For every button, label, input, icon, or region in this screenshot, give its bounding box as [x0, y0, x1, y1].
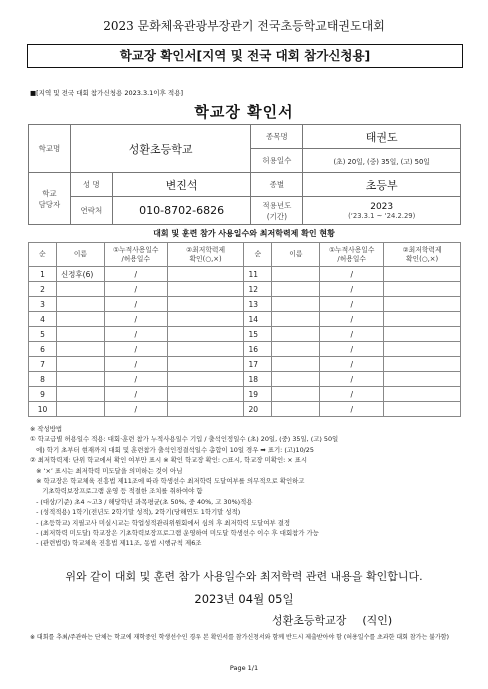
row-number: 11: [244, 267, 272, 282]
days-used-cell: /: [104, 297, 167, 312]
academic-check-cell: [167, 297, 244, 312]
row-number: 6: [29, 342, 57, 357]
instruction-line: - (초등학교) 지필고사 미실시교는 학업성적관리위원회에서 심의 후 최저학력 도달여부 결정: [30, 518, 291, 527]
academic-check-cell: [384, 297, 461, 312]
athlete-name: [272, 357, 320, 372]
row-number: 18: [244, 372, 272, 387]
days-used-cell: /: [104, 387, 167, 402]
academic-check-cell: [384, 387, 461, 402]
academic-check-cell: [384, 402, 461, 417]
days-used-cell: /: [320, 357, 384, 372]
academic-check-cell: [167, 372, 244, 387]
header-check: ②최저학력제 확인(○,×): [384, 243, 461, 267]
row-number: 12: [244, 282, 272, 297]
table-row: [29, 342, 461, 357]
signature-line: [272, 612, 392, 628]
days-used-cell: /: [104, 372, 167, 387]
academic-check-cell: [167, 327, 244, 342]
instruction-line: ※ 학교장은 학교체육 진흥법 제11조에 따라 학생선수 최저학력 도달여부를 의무적으로 확인하고: [30, 477, 305, 486]
instruction-line: ② 최저학력제: 단위 학교에서 확인 여부만 표시 ※ 확인 학교장 확인: ○표시, 학교장 미확인: × 표시: [30, 456, 308, 465]
days-used-cell: /: [320, 267, 384, 282]
year-label-line2: (기간): [266, 211, 288, 221]
row-number: 19: [244, 387, 272, 402]
row-number: 3: [29, 297, 57, 312]
days-used-cell: /: [320, 282, 384, 297]
athlete-name: [272, 297, 320, 312]
table-row: [29, 282, 461, 297]
row-number: 4: [29, 312, 57, 327]
category-label: 종별: [251, 173, 303, 197]
document-type-title: 학교장 확인서[지역 및 전국 대회 참가신청용]: [27, 44, 463, 68]
table-row: [29, 402, 461, 417]
header-name: 이름: [56, 243, 104, 267]
row-number: 5: [29, 327, 57, 342]
days-used-cell: /: [104, 327, 167, 342]
athlete-name: [272, 342, 320, 357]
contact-label: 연락처: [70, 197, 112, 225]
academic-check-cell: [384, 312, 461, 327]
athlete-name: [272, 267, 320, 282]
athlete-name: [56, 282, 104, 297]
writing-instructions: [30, 424, 470, 549]
instruction-line: ※ 작성방법: [30, 425, 63, 433]
athlete-name: [272, 327, 320, 342]
academic-check-cell: [167, 357, 244, 372]
instruction-line: ※ ‘×’ 표시는 최저학력 미도달을 의미하는 것이 아님: [30, 466, 183, 475]
academic-check-cell: [384, 342, 461, 357]
category-value: 초등부: [303, 173, 461, 197]
name-label: 성 명: [70, 173, 112, 197]
days-used-cell: /: [320, 342, 384, 357]
allowed-days-value: (초) 20일, (중) 35일, (고) 50일: [303, 149, 461, 173]
header-days: ①누적사용일수 /허용일수: [104, 243, 167, 267]
athlete-name: [56, 342, 104, 357]
year-value: 2023: [370, 201, 394, 212]
row-number: 17: [244, 357, 272, 372]
header-name: 이름: [272, 243, 320, 267]
academic-check-cell: [384, 357, 461, 372]
instruction-line: 에) 학기 초부터 현재까지 대회 및 훈련참가 출석인정결석일수 총합이 10일 경우 ➡ 표기: (고)10/25: [30, 445, 314, 454]
days-used-cell: /: [104, 342, 167, 357]
athlete-table: [28, 242, 461, 417]
academic-check-cell: [167, 342, 244, 357]
academic-check-cell: [167, 387, 244, 402]
athlete-name: [56, 402, 104, 417]
days-used-cell: /: [320, 327, 384, 342]
academic-check-cell: [384, 267, 461, 282]
main-title: 학교장 확인서: [194, 103, 294, 121]
athlete-name: [56, 327, 104, 342]
academic-check-cell: [384, 282, 461, 297]
applicability-notice: ■[지역 및 전국 대회 참가신청용 2023.3.1이후 적용]: [30, 89, 184, 97]
confirmation-statement: 위와 같이 대회 및 훈련 참가 사용일수와 최저학력 관련 내용을 확인합니다.: [65, 570, 423, 583]
row-number: 14: [244, 312, 272, 327]
signer-name: 성환초등학교장: [272, 614, 347, 627]
academic-check-cell: [384, 372, 461, 387]
header-no: 순: [244, 243, 272, 267]
table-row: [29, 357, 461, 372]
school-label: 학교명: [29, 125, 71, 173]
table-row: [29, 327, 461, 342]
days-used-cell: /: [104, 267, 167, 282]
row-number: 20: [244, 402, 272, 417]
days-used-cell: /: [104, 357, 167, 372]
row-number: 8: [29, 372, 57, 387]
days-used-cell: /: [104, 402, 167, 417]
official-seal-placeholder: (직인): [362, 614, 393, 627]
footer-note: ※ 대회를 추최/주관하는 단체는 학교에 재학중인 학생선수인 경우 본 확인서를 참가신청서와 함께 반드시 제출받아야 함 (허용일수를 초과한 대회 참가는 불가함): [30, 634, 449, 641]
days-used-cell: /: [320, 387, 384, 402]
page-number: Page 1/1: [229, 664, 259, 672]
academic-check-cell: [384, 327, 461, 342]
year-label: [251, 197, 303, 225]
instruction-line: - (성적적용) 1학기(전년도 2학기말 성적), 2학기(당해연도 1학기말 성적): [30, 508, 241, 517]
instruction-line: - (최저학력 미도달) 학교장은 기초학력보장프로그램 운영하여 미도달 학생선수 이수 후 대회참가 가능: [30, 529, 319, 538]
row-number: 7: [29, 357, 57, 372]
days-used-cell: /: [320, 402, 384, 417]
row-number: 13: [244, 297, 272, 312]
athlete-name: [56, 297, 104, 312]
manager-label-line1: 학교: [42, 188, 57, 198]
days-used-cell: /: [320, 312, 384, 327]
school-name: 성환초등학교: [70, 125, 251, 173]
contact-value: 010-8702-6826: [112, 197, 251, 225]
days-used-cell: /: [104, 312, 167, 327]
sport-value: 태권도: [303, 125, 461, 149]
instruction-line: 기초학력보장프로그램 운영 등 적절한 조치를 취하여야 함: [30, 487, 203, 496]
row-number: 16: [244, 342, 272, 357]
athlete-name: [56, 357, 104, 372]
table-row: [29, 387, 461, 402]
academic-check-cell: [167, 267, 244, 282]
instruction-line: - (대상/기준) 초4 ~고3 / 해당학년 과목평균(초 50%, 중 40%, 고 30%)적용: [30, 497, 253, 506]
athlete-name: [272, 402, 320, 417]
academic-check-cell: [167, 402, 244, 417]
academic-check-cell: [167, 312, 244, 327]
table-row: [29, 312, 461, 327]
sport-label: 종목명: [251, 125, 303, 149]
row-number: 2: [29, 282, 57, 297]
athlete-name: [272, 282, 320, 297]
header-check: ②최저학력제 확인(○,×): [167, 243, 244, 267]
athlete-name: 신정후(6): [56, 267, 104, 282]
athlete-name: [272, 387, 320, 402]
allowed-days-label: 허용일수: [251, 149, 303, 173]
table-row: [29, 297, 461, 312]
row-number: 1: [29, 267, 57, 282]
instruction-line: ① 학교급별 허용일수 적용: 대회·훈련 참가 누적사용일수 기입 / 출석인정일수 (초) 20일, (중) 35일, (고) 50일: [30, 435, 339, 444]
days-used-cell: /: [104, 282, 167, 297]
athlete-name: [56, 312, 104, 327]
period-value: (‘23.3.1 ~ ‘24.2.29): [348, 211, 416, 220]
days-used-cell: /: [320, 297, 384, 312]
table-row: [29, 267, 461, 282]
issue-date: 2023년 04월 05일: [194, 592, 294, 606]
athlete-name: [56, 387, 104, 402]
athlete-name: [272, 372, 320, 387]
row-number: 10: [29, 402, 57, 417]
row-number: 15: [244, 327, 272, 342]
header-days: ①누적사용일수 /허용일수: [320, 243, 384, 267]
header-no: 순: [29, 243, 57, 267]
school-info-table: [28, 124, 461, 225]
year-cell: [303, 197, 461, 225]
athlete-name: [272, 312, 320, 327]
section-title: 대회 및 훈련 참가 사용일수와 최저학력제 확인 현황: [153, 229, 335, 238]
instruction-line: - (관련법령) 학교체육 진흥법 제11조, 동법 시행규칙 제6조: [30, 539, 202, 548]
manager-label: [29, 173, 71, 225]
academic-check-cell: [167, 282, 244, 297]
days-used-cell: /: [320, 372, 384, 387]
manager-label-line2: 담당자: [38, 199, 61, 209]
event-title: 2023 문화체육관광부장관기 전국초등학교태권도대회: [103, 19, 385, 33]
table-row: [29, 372, 461, 387]
year-label-line1: 적용년도: [262, 200, 292, 210]
athlete-name: [56, 372, 104, 387]
manager-name: 변진석: [112, 173, 251, 197]
row-number: 9: [29, 387, 57, 402]
